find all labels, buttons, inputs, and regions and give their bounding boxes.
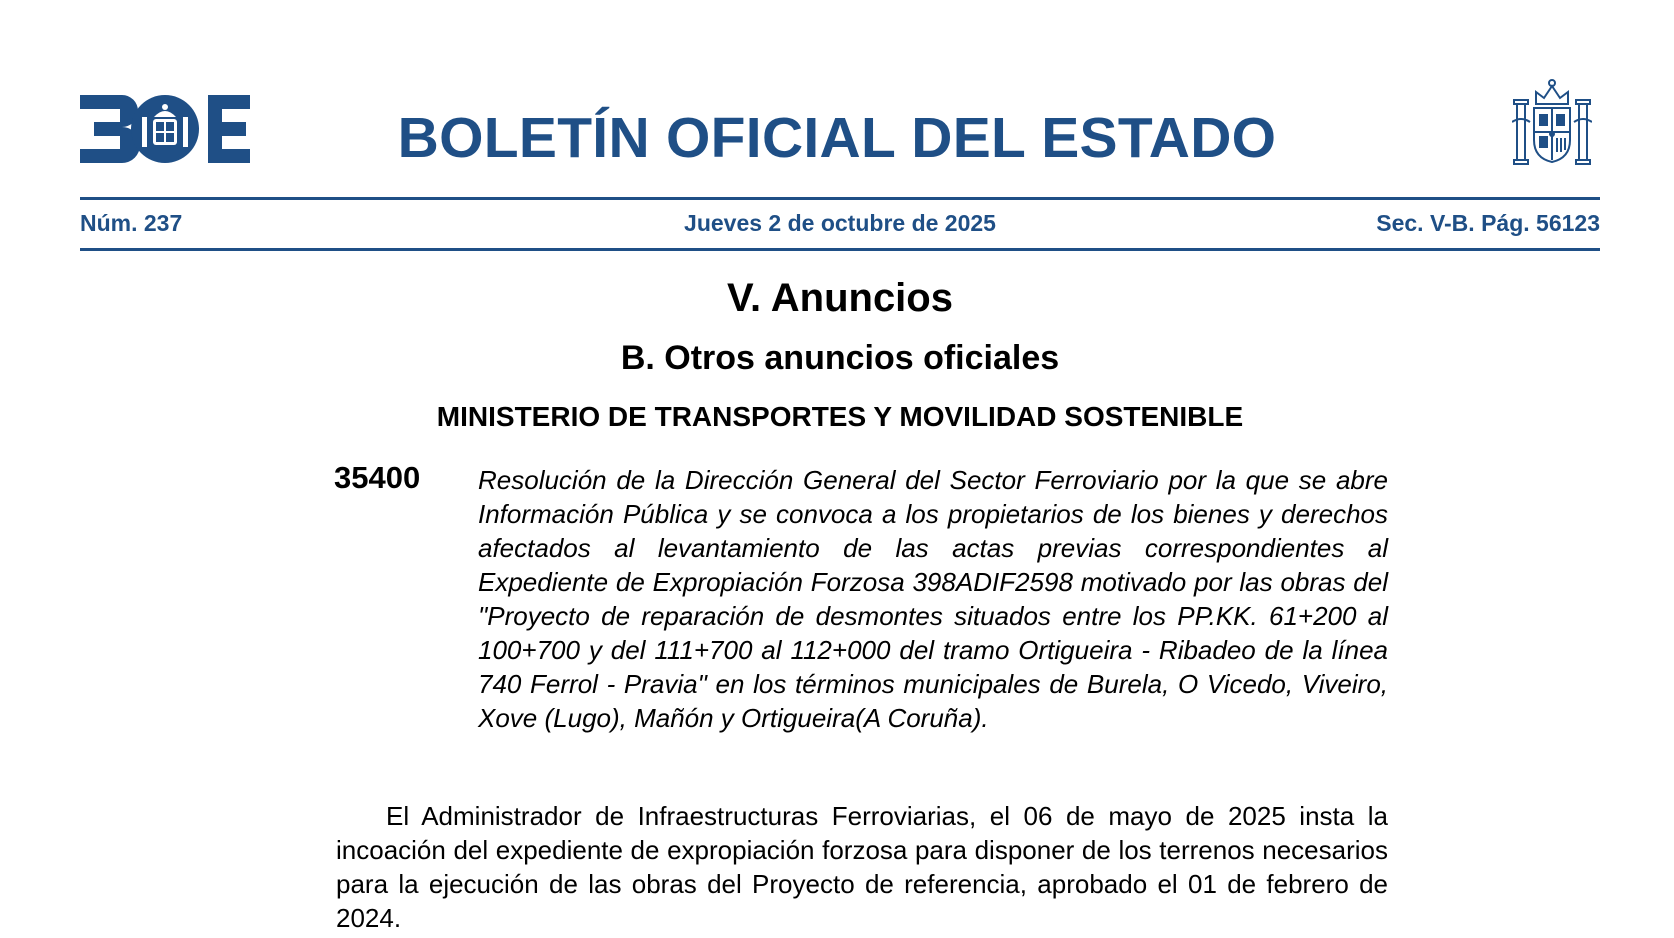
issue-number: Núm. 237 — [80, 210, 183, 236]
header-rule-top — [80, 197, 1600, 200]
section-page: Sec. V-B. Pág. 56123 — [1376, 210, 1600, 236]
part-heading: V. Anuncios — [727, 276, 953, 320]
subpart-heading: B. Otros anuncios oficiales — [620, 339, 1060, 377]
announcement-body: El Administrador de Infraestructuras Ferroviarias, el 06 de mayo de 2025 insta la incoación del expediente de expropiación forzosa para disponer de los terrenos necesarios para la ejecución de las obras del Proyecto de referencia, aprobado el 01 de febrero de 2024. — [336, 801, 1388, 933]
issue-date: Jueves 2 de octubre de 2025 — [684, 210, 996, 236]
coat-of-arms-icon — [1512, 78, 1592, 166]
header-rule-bottom — [80, 248, 1600, 251]
announcement-title: Resolución de la Dirección General del Sector Ferroviario por la que se abre Información Pública y se convoca a los propietarios de los bienes y derechos afectados al levantamiento de las actas previas correspondientes al Expediente de Expropiación Forzosa 398ADIF2598 motivado por las obras del "Proyecto de reparación de desmontes situados entre los PP.KK. 61+200 al 100+700 y del 111+700 al 112+000 del tramo Ortigueira - Ribadeo de la línea 740 Ferrol - Pravia" en los términos municipales de Burela, O Vicedo, Viveiro, Xove (Lugo), Mañón y Ortigueira(A Coruña). — [478, 465, 1388, 733]
announcement-number: 35400 — [334, 460, 421, 495]
gazette-title: BOLETÍN OFICIAL DEL ESTADO — [397, 106, 1277, 170]
ministry-heading: MINISTERIO DE TRANSPORTES Y MOVILIDAD SOSTENIBLE — [436, 401, 1244, 432]
